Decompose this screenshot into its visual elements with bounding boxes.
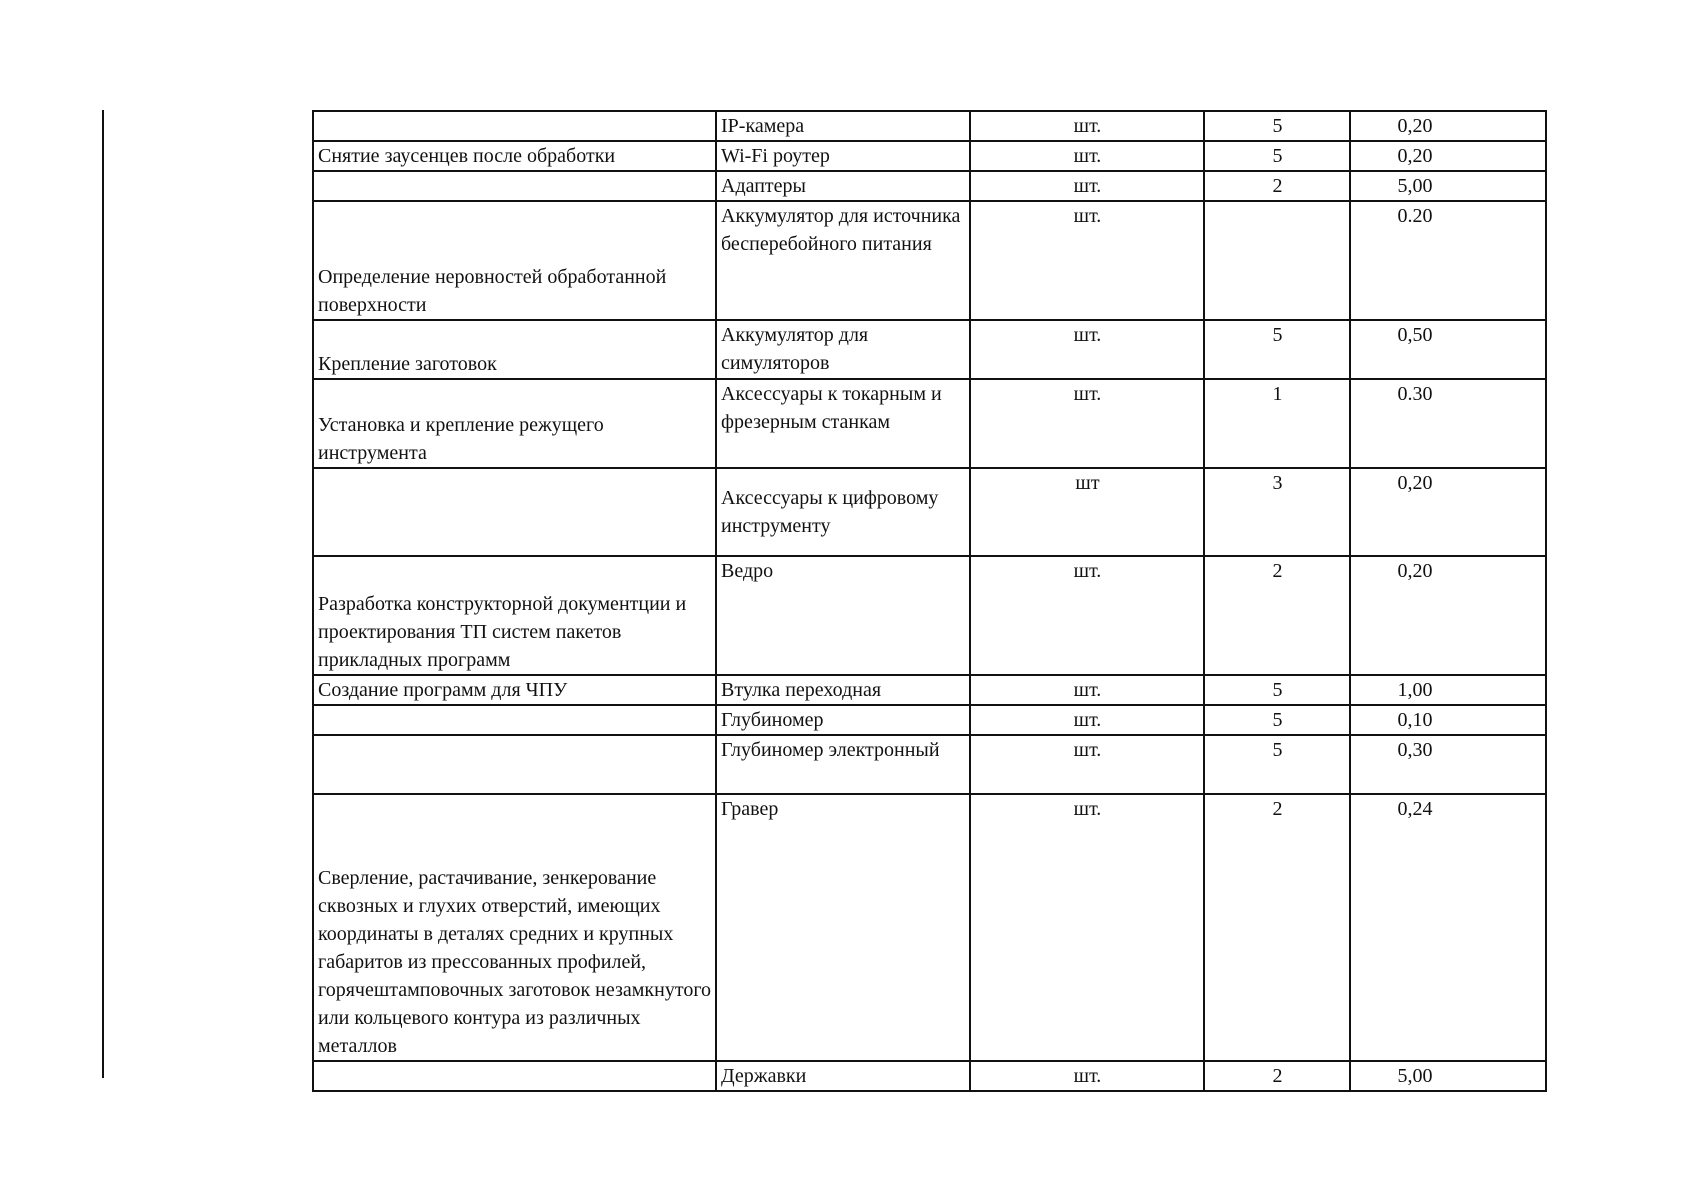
table-row: [313, 1061, 1546, 1091]
qty-cell: [1204, 201, 1350, 320]
value-cell: 0,20: [1350, 141, 1546, 171]
qty-cell: 5: [1204, 735, 1350, 794]
operation-cell: Установка и крепление режущего инструмента: [313, 379, 716, 468]
item-cell: Гравер: [716, 794, 970, 1061]
item-cell: Wi-Fi роутер: [716, 141, 970, 171]
qty-cell: 2: [1204, 171, 1350, 201]
value-cell: 0,20: [1350, 556, 1546, 675]
table-row: [313, 556, 1546, 675]
item-cell: Адаптеры: [716, 171, 970, 201]
margin-rule: [102, 110, 104, 1078]
value-cell: 0,10: [1350, 705, 1546, 735]
unit-cell: шт.: [970, 320, 1204, 379]
qty-cell: 2: [1204, 1061, 1350, 1091]
unit-cell: шт.: [970, 735, 1204, 794]
unit-cell: шт.: [970, 556, 1204, 675]
item-cell: Аксессуары к токарным и фрезерным станкам: [716, 379, 970, 468]
unit-cell: шт.: [970, 379, 1204, 468]
table-row: [313, 468, 1546, 556]
equipment-table: [312, 110, 1547, 1092]
item-cell: IP-камера: [716, 111, 970, 141]
operation-cell: Разработка конструкторной документции и проектирования ТП систем пакетов прикладных программ: [313, 556, 716, 675]
qty-cell: 5: [1204, 320, 1350, 379]
item-cell: Державки: [716, 1061, 970, 1091]
unit-cell: шт.: [970, 201, 1204, 320]
value-cell: 0,50: [1350, 320, 1546, 379]
qty-cell: 2: [1204, 556, 1350, 675]
unit-cell: шт.: [970, 705, 1204, 735]
unit-cell: шт.: [970, 675, 1204, 705]
operation-cell: Сверление, растачивание, зенкерование сквозных и глухих отверстий, имеющих координаты в деталях средних и крупных габаритов из прессованных профилей, горячештамповочных заготовок незамкнутого или кольцевого контура из различных металлов: [313, 794, 716, 1061]
operation-cell: Крепление заготовок: [313, 320, 716, 379]
value-cell: 1,00: [1350, 675, 1546, 705]
table-row: [313, 675, 1546, 705]
table-row: [313, 379, 1546, 468]
value-cell: 5,00: [1350, 171, 1546, 201]
value-cell: 0,30: [1350, 735, 1546, 794]
unit-cell: шт.: [970, 171, 1204, 201]
item-cell: Втулка переходная: [716, 675, 970, 705]
value-cell: 0.30: [1350, 379, 1546, 468]
unit-cell: шт.: [970, 794, 1204, 1061]
item-cell: Глубиномер электронный: [716, 735, 970, 794]
table-row: [313, 171, 1546, 201]
operation-cell: [313, 468, 716, 556]
table-row: [313, 141, 1546, 171]
operation-cell: Определение неровностей обработанной поверхности: [313, 201, 716, 320]
unit-cell: шт: [970, 468, 1204, 556]
table-row: [313, 320, 1546, 379]
item-cell: Аккумулятор для источника бесперебойного питания: [716, 201, 970, 320]
qty-cell: 2: [1204, 794, 1350, 1061]
operation-cell: Создание программ для ЧПУ: [313, 675, 716, 705]
table-row: [313, 111, 1546, 141]
table-row: [313, 705, 1546, 735]
unit-cell: шт.: [970, 1061, 1204, 1091]
qty-cell: 5: [1204, 141, 1350, 171]
value-cell: 0,20: [1350, 468, 1546, 556]
table-row: [313, 794, 1546, 1061]
value-cell: 0,20: [1350, 111, 1546, 141]
qty-cell: 3: [1204, 468, 1350, 556]
table-row: [313, 735, 1546, 794]
value-cell: 5,00: [1350, 1061, 1546, 1091]
qty-cell: 5: [1204, 705, 1350, 735]
qty-cell: 1: [1204, 379, 1350, 468]
item-cell: Аккумулятор для симуляторов: [716, 320, 970, 379]
operation-cell: Снятие заусенцев после обработки: [313, 141, 716, 171]
unit-cell: шт.: [970, 141, 1204, 171]
table-row: [313, 201, 1546, 320]
qty-cell: 5: [1204, 675, 1350, 705]
value-cell: 0,24: [1350, 794, 1546, 1061]
item-cell: Глубиномер: [716, 705, 970, 735]
operation-cell: [313, 171, 716, 201]
item-cell: Аксессуары к цифровому инструменту: [716, 468, 970, 556]
operation-cell: [313, 1061, 716, 1091]
operation-cell: [313, 735, 716, 794]
operation-cell: [313, 705, 716, 735]
value-cell: 0.20: [1350, 201, 1546, 320]
unit-cell: шт.: [970, 111, 1204, 141]
qty-cell: 5: [1204, 111, 1350, 141]
item-cell: Ведро: [716, 556, 970, 675]
operation-cell: [313, 111, 716, 141]
